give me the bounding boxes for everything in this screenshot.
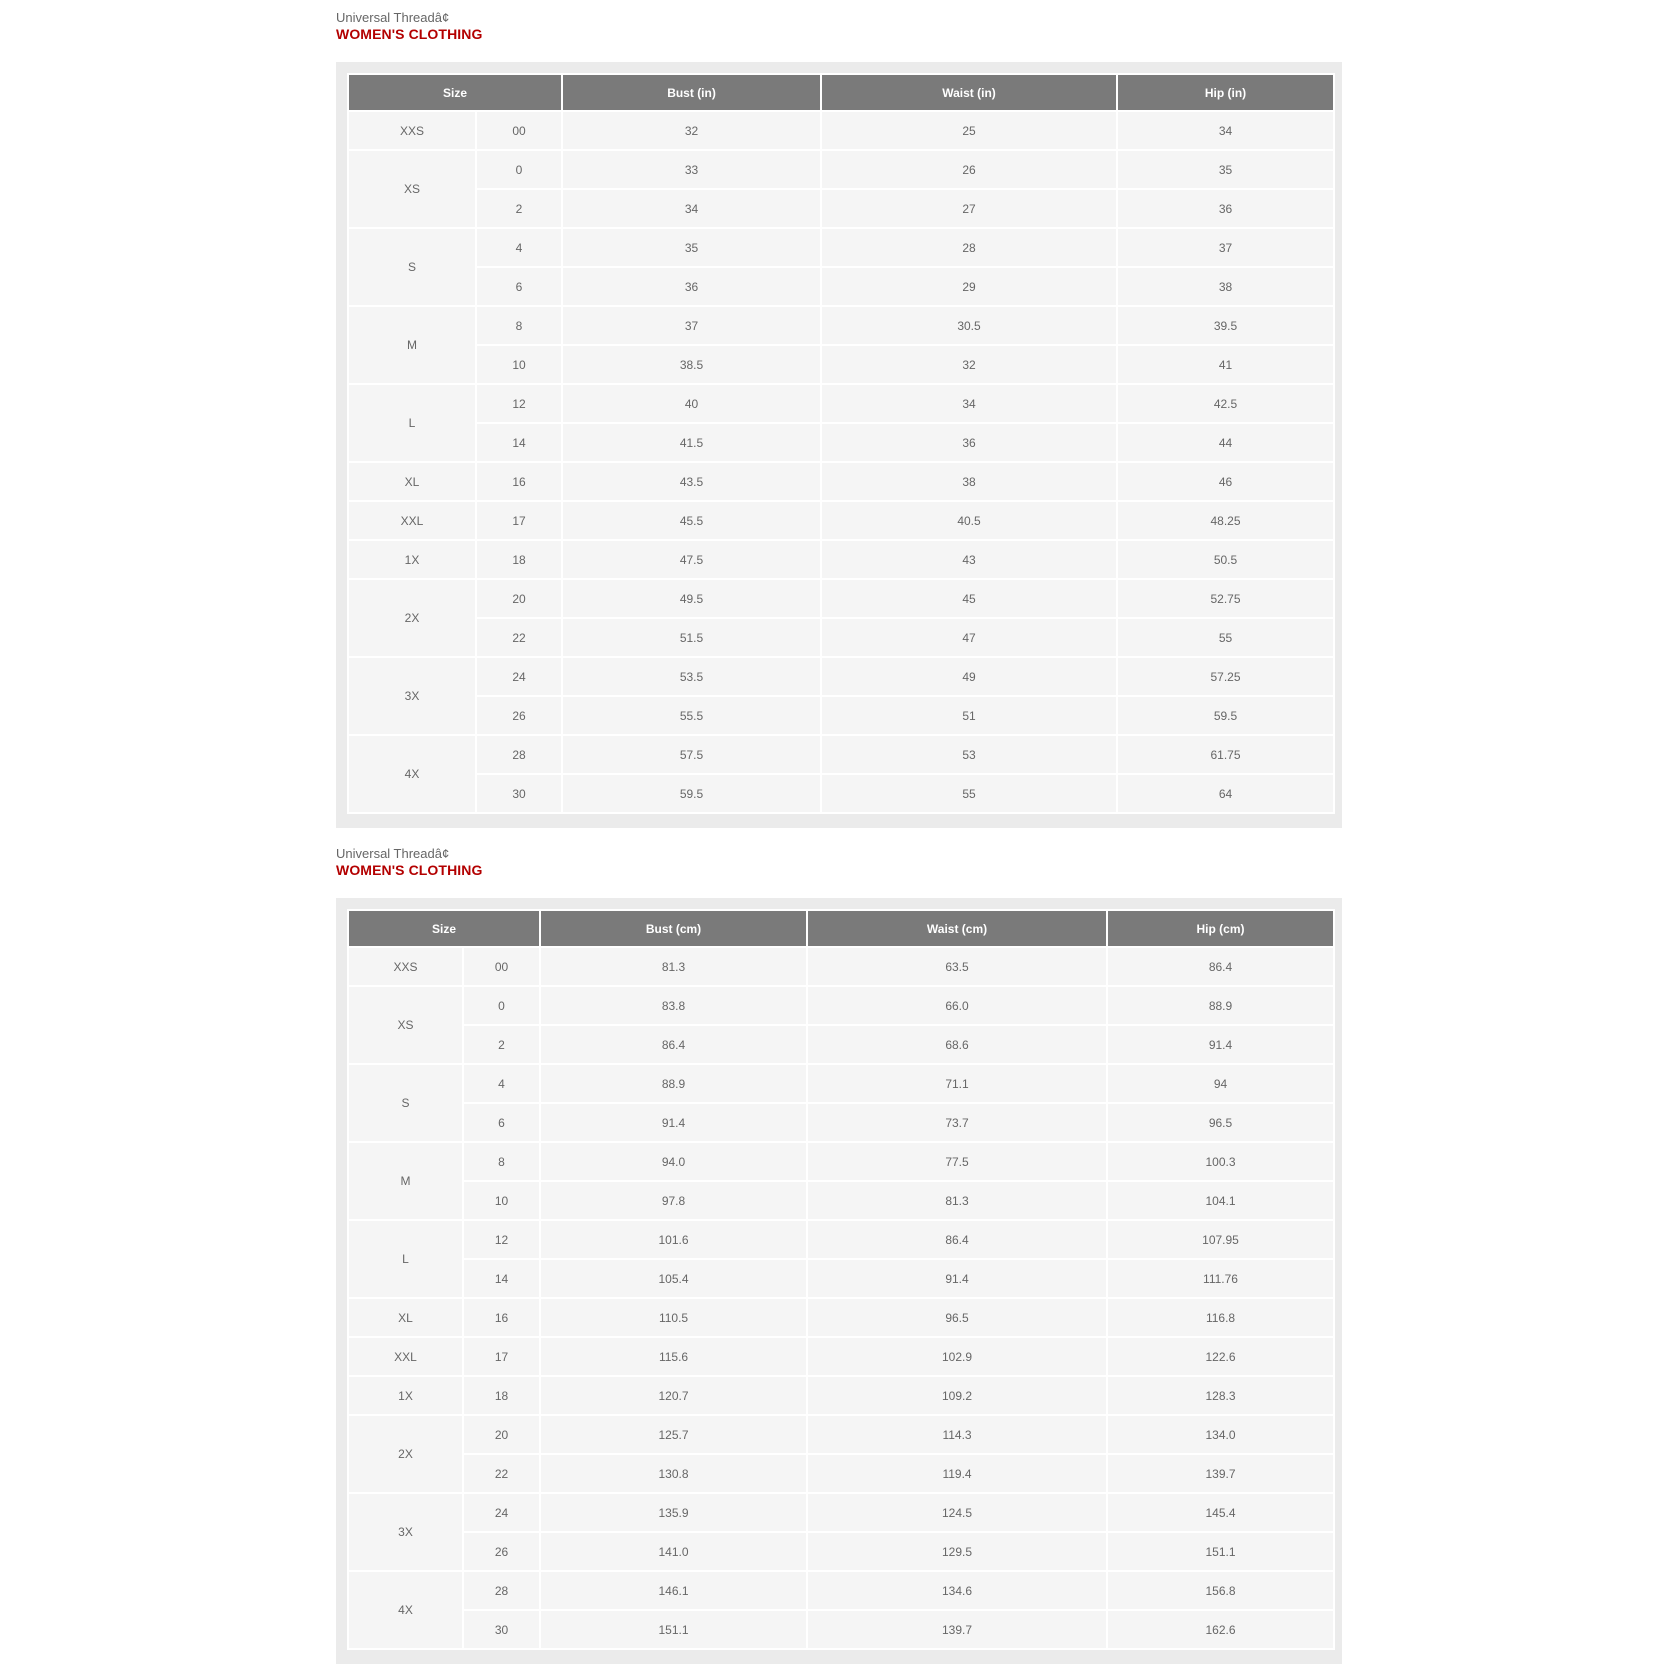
bust-cell: 49.5 [563,580,820,617]
table-row [349,1065,1333,1102]
hip-cell: 162.6 [1108,1611,1333,1648]
table-row [349,1455,1333,1492]
size-number-cell: 00 [477,112,561,149]
bust-cell: 110.5 [541,1299,806,1336]
hip-cell: 64 [1118,775,1333,812]
size-number-cell: 24 [477,658,561,695]
bust-cell: 59.5 [563,775,820,812]
size-number-cell: 6 [464,1104,539,1141]
size-number-cell: 2 [464,1026,539,1063]
size-number-cell: 30 [477,775,561,812]
size-label-cell: XXL [349,502,475,539]
hip-cell: 86.4 [1108,948,1333,985]
bust-cell: 47.5 [563,541,820,578]
hip-cell: 61.75 [1118,736,1333,773]
size-number-cell: 14 [477,424,561,461]
brand-name: Universal Threadâ¢ [336,10,450,25]
table-row [349,658,1333,695]
size-number-cell: 26 [464,1533,539,1570]
hip-cell: 38 [1118,268,1333,305]
hip-cell: 139.7 [1108,1455,1333,1492]
size-number-cell: 00 [464,948,539,985]
table-row [349,1182,1333,1219]
hip-cell: 59.5 [1118,697,1333,734]
waist-cell: 26 [822,151,1116,188]
hip-cell: 36 [1118,190,1333,227]
bust-cell: 81.3 [541,948,806,985]
table-row [349,151,1333,188]
header-hip: Hip (in) [1118,75,1333,110]
hip-cell: 107.95 [1108,1221,1333,1258]
bust-cell: 88.9 [541,1065,806,1102]
bust-cell: 57.5 [563,736,820,773]
table-row [349,307,1333,344]
waist-cell: 124.5 [808,1494,1106,1531]
hip-cell: 104.1 [1108,1182,1333,1219]
size-label-cell: 1X [349,541,475,578]
table-row [349,541,1333,578]
size-number-cell: 20 [477,580,561,617]
size-label-cell: S [349,229,475,305]
size-number-cell: 22 [464,1455,539,1492]
hip-cell: 39.5 [1118,307,1333,344]
hip-cell: 88.9 [1108,987,1333,1024]
waist-cell: 91.4 [808,1260,1106,1297]
hip-cell: 145.4 [1108,1494,1333,1531]
section-title: WOMEN'S CLOTHING [336,862,483,878]
size-label-cell: S [349,1065,462,1141]
waist-cell: 102.9 [808,1338,1106,1375]
bust-cell: 115.6 [541,1338,806,1375]
size-number-cell: 2 [477,190,561,227]
bust-cell: 86.4 [541,1026,806,1063]
size-number-cell: 20 [464,1416,539,1453]
size-label-cell: XXS [349,112,475,149]
header-waist: Waist (in) [822,75,1116,110]
size-number-cell: 16 [464,1299,539,1336]
size-label-cell: 3X [349,658,475,734]
bust-cell: 105.4 [541,1260,806,1297]
bust-cell: 97.8 [541,1182,806,1219]
header-size: Size [349,911,539,946]
size-label-cell: 3X [349,1494,462,1570]
waist-cell: 63.5 [808,948,1106,985]
size-label-cell: L [349,1221,462,1297]
size-number-cell: 12 [477,385,561,422]
size-number-cell: 22 [477,619,561,656]
table-row [349,619,1333,656]
bust-cell: 130.8 [541,1455,806,1492]
waist-cell: 28 [822,229,1116,266]
waist-cell: 134.6 [808,1572,1106,1609]
waist-cell: 119.4 [808,1455,1106,1492]
waist-cell: 27 [822,190,1116,227]
table-row [349,112,1333,149]
waist-cell: 36 [822,424,1116,461]
hip-cell: 151.1 [1108,1533,1333,1570]
waist-cell: 66.0 [808,987,1106,1024]
waist-cell: 30.5 [822,307,1116,344]
waist-cell: 109.2 [808,1377,1106,1414]
waist-cell: 129.5 [808,1533,1106,1570]
waist-cell: 81.3 [808,1182,1106,1219]
waist-cell: 77.5 [808,1143,1106,1180]
hip-cell: 42.5 [1118,385,1333,422]
waist-cell: 55 [822,775,1116,812]
table-row [349,190,1333,227]
hip-cell: 100.3 [1108,1143,1333,1180]
section-title: WOMEN'S CLOTHING [336,26,483,42]
size-number-cell: 0 [464,987,539,1024]
table-row [349,697,1333,734]
hip-cell: 35 [1118,151,1333,188]
table-row [349,1221,1333,1258]
table-row [349,775,1333,812]
bust-cell: 125.7 [541,1416,806,1453]
waist-cell: 32 [822,346,1116,383]
hip-cell: 48.25 [1118,502,1333,539]
waist-cell: 139.7 [808,1611,1106,1648]
size-label-cell: XS [349,987,462,1063]
table-row [349,1377,1333,1414]
hip-cell: 50.5 [1118,541,1333,578]
waist-cell: 25 [822,112,1116,149]
size-label-cell: L [349,385,475,461]
hip-cell: 94 [1108,1065,1333,1102]
size-label-cell: 4X [349,1572,462,1648]
size-number-cell: 28 [464,1572,539,1609]
size-number-cell: 14 [464,1260,539,1297]
table-row [349,948,1333,985]
brand-name: Universal Threadâ¢ [336,846,450,861]
bust-cell: 91.4 [541,1104,806,1141]
table-row [349,1104,1333,1141]
hip-cell: 91.4 [1108,1026,1333,1063]
table-row [349,1338,1333,1375]
waist-cell: 49 [822,658,1116,695]
size-table-inches [347,73,1335,814]
table-row [349,580,1333,617]
hip-cell: 41 [1118,346,1333,383]
size-label-cell: XS [349,151,475,227]
size-label-cell: 4X [349,736,475,812]
size-label-cell: M [349,1143,462,1219]
table-row [349,502,1333,539]
table-row [349,268,1333,305]
table-row [349,987,1333,1024]
hip-cell: 96.5 [1108,1104,1333,1141]
size-number-cell: 10 [464,1182,539,1219]
table-row [349,346,1333,383]
bust-cell: 38.5 [563,346,820,383]
bust-cell: 53.5 [563,658,820,695]
waist-cell: 114.3 [808,1416,1106,1453]
waist-cell: 71.1 [808,1065,1106,1102]
table-row [349,1494,1333,1531]
hip-cell: 128.3 [1108,1377,1333,1414]
bust-cell: 33 [563,151,820,188]
table-row [349,424,1333,461]
size-label-cell: 2X [349,580,475,656]
table-row [349,1143,1333,1180]
bust-cell: 40 [563,385,820,422]
bust-cell: 120.7 [541,1377,806,1414]
bust-cell: 43.5 [563,463,820,500]
hip-cell: 57.25 [1118,658,1333,695]
size-label-cell: 2X [349,1416,462,1492]
waist-cell: 68.6 [808,1026,1106,1063]
size-number-cell: 4 [477,229,561,266]
waist-cell: 47 [822,619,1116,656]
size-number-cell: 18 [477,541,561,578]
size-label-cell: XL [349,1299,462,1336]
hip-cell: 122.6 [1108,1338,1333,1375]
bust-cell: 141.0 [541,1533,806,1570]
bust-cell: 146.1 [541,1572,806,1609]
waist-cell: 73.7 [808,1104,1106,1141]
size-number-cell: 0 [477,151,561,188]
size-table-centimeters [347,909,1335,1650]
table-row [349,229,1333,266]
table-row [349,1533,1333,1570]
header-bust: Bust (in) [563,75,820,110]
size-number-cell: 16 [477,463,561,500]
waist-cell: 86.4 [808,1221,1106,1258]
size-number-cell: 8 [477,307,561,344]
waist-cell: 45 [822,580,1116,617]
table-header-row [349,911,1333,946]
size-chart-centimeters [336,846,1342,1637]
bust-cell: 151.1 [541,1611,806,1648]
table-row [349,1260,1333,1297]
size-number-cell: 28 [477,736,561,773]
header-size: Size [349,75,561,110]
size-number-cell: 17 [477,502,561,539]
waist-cell: 96.5 [808,1299,1106,1336]
hip-cell: 116.8 [1108,1299,1333,1336]
size-label-cell: XXL [349,1338,462,1375]
waist-cell: 40.5 [822,502,1116,539]
waist-cell: 38 [822,463,1116,500]
size-label-cell: XXS [349,948,462,985]
table-row [349,736,1333,773]
waist-cell: 43 [822,541,1116,578]
size-label-cell: 1X [349,1377,462,1414]
header-waist: Waist (cm) [808,911,1106,946]
size-label-cell: M [349,307,475,383]
hip-cell: 34 [1118,112,1333,149]
size-number-cell: 18 [464,1377,539,1414]
bust-cell: 135.9 [541,1494,806,1531]
table-frame [336,62,1342,828]
bust-cell: 32 [563,112,820,149]
size-number-cell: 8 [464,1143,539,1180]
bust-cell: 55.5 [563,697,820,734]
table-row [349,463,1333,500]
size-label-cell: XL [349,463,475,500]
hip-cell: 46 [1118,463,1333,500]
table-row [349,1299,1333,1336]
table-row [349,385,1333,422]
table-row [349,1026,1333,1063]
hip-cell: 111.76 [1108,1260,1333,1297]
size-number-cell: 12 [464,1221,539,1258]
hip-cell: 37 [1118,229,1333,266]
hip-cell: 156.8 [1108,1572,1333,1609]
hip-cell: 44 [1118,424,1333,461]
bust-cell: 37 [563,307,820,344]
hip-cell: 55 [1118,619,1333,656]
table-frame [336,898,1342,1664]
bust-cell: 35 [563,229,820,266]
bust-cell: 45.5 [563,502,820,539]
bust-cell: 36 [563,268,820,305]
size-number-cell: 17 [464,1338,539,1375]
bust-cell: 41.5 [563,424,820,461]
waist-cell: 51 [822,697,1116,734]
size-number-cell: 26 [477,697,561,734]
bust-cell: 94.0 [541,1143,806,1180]
size-chart-inches [336,10,1342,801]
waist-cell: 34 [822,385,1116,422]
header-bust: Bust (cm) [541,911,806,946]
size-number-cell: 4 [464,1065,539,1102]
size-number-cell: 10 [477,346,561,383]
bust-cell: 34 [563,190,820,227]
waist-cell: 53 [822,736,1116,773]
bust-cell: 83.8 [541,987,806,1024]
header-hip: Hip (cm) [1108,911,1333,946]
table-row [349,1611,1333,1648]
bust-cell: 101.6 [541,1221,806,1258]
size-number-cell: 6 [477,268,561,305]
hip-cell: 52.75 [1118,580,1333,617]
bust-cell: 51.5 [563,619,820,656]
size-number-cell: 30 [464,1611,539,1648]
size-number-cell: 24 [464,1494,539,1531]
waist-cell: 29 [822,268,1116,305]
table-header-row [349,75,1333,110]
table-row [349,1416,1333,1453]
hip-cell: 134.0 [1108,1416,1333,1453]
table-row [349,1572,1333,1609]
